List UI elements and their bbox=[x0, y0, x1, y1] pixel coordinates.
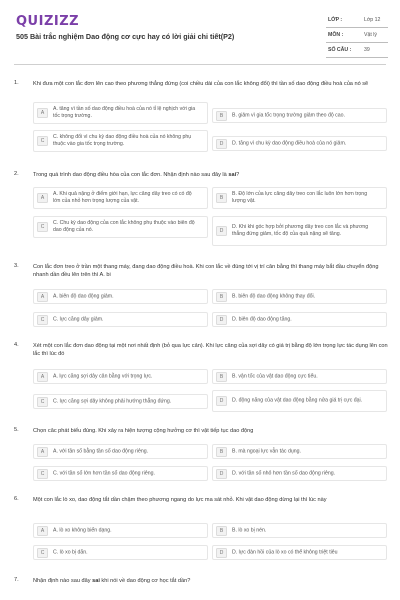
option-a[interactable] bbox=[33, 187, 208, 209]
option-c[interactable] bbox=[33, 130, 208, 152]
option-letter: B bbox=[216, 111, 227, 121]
option-c[interactable] bbox=[33, 545, 208, 560]
option-a[interactable] bbox=[33, 289, 208, 304]
option-letter: A bbox=[37, 447, 48, 457]
option-letter: B bbox=[216, 526, 227, 536]
option-letter: D bbox=[216, 315, 227, 325]
meta-value: Lớp 12 bbox=[364, 17, 381, 23]
option-text: B. giảm vì gia tốc trọng trường giảm theo độ cao. bbox=[232, 112, 345, 118]
question-number: 5. bbox=[14, 427, 19, 433]
question-text: Xét một con lắc đơn dao động tại một nơi nhất định (bỏ qua lực cản). Khi lực căng của sợi dây có giá trị bằng độ lớn trọng lực tác dụng lên con lắc thì lúc đó bbox=[33, 343, 388, 357]
option-letter: C bbox=[37, 315, 48, 325]
option-letter: A bbox=[37, 292, 48, 302]
option-text: D. lực đàn hồi của lò xo có thể không triệt tiêu bbox=[232, 549, 338, 555]
option-letter: A bbox=[37, 193, 48, 203]
option-d[interactable] bbox=[212, 545, 387, 560]
header-divider bbox=[14, 64, 386, 65]
option-text: C. Chu kỳ dao động của con lắc không phụ thuộc vào biên độ dao động của nó. bbox=[53, 220, 195, 233]
option-letter: C bbox=[37, 136, 48, 146]
question-text: Một con lắc lò xo, dao động tắt dần chậm theo phương ngang do lực ma sát nhỏ. Khi vật dao động dừng lại thì lúc này bbox=[33, 497, 327, 503]
option-text: A. với tần số bằng tần số dao động riêng. bbox=[53, 448, 149, 454]
option-b[interactable] bbox=[212, 444, 387, 459]
option-text: C. không đổi vì chu kỳ dao động điều hoà của nó không phụ thuộc vào gia tốc trọng trường. bbox=[53, 134, 192, 147]
meta-value: 39 bbox=[364, 47, 370, 53]
meta-label: SỐ CÂU : bbox=[328, 47, 352, 53]
question-text-part: khi nói về dao động cơ học tắt dần? bbox=[99, 578, 191, 584]
option-letter: D bbox=[216, 396, 227, 406]
quizizz-logo: QUIZIZZ bbox=[16, 14, 80, 29]
option-d[interactable] bbox=[212, 312, 387, 327]
question-text: Chọn câc phát biểu đúng. Khi xảy ra hiện tượng cộng hưởng cơ thì vật tiếp tục dao động bbox=[33, 428, 254, 434]
question-text: Con lắc đơn treo ở trần một thang máy, đang dao động điều hoà. Khi con lắc về đúng tới vị trí cân bằng thì thang máy bắt đầu chuyển động nhanh dần đều lên trên thì A. bi bbox=[33, 264, 379, 278]
option-c[interactable] bbox=[33, 312, 208, 327]
option-text: A. lực căng sợi dây cân bằng với trọng lực. bbox=[53, 373, 153, 379]
option-b[interactable] bbox=[212, 108, 387, 123]
option-a[interactable] bbox=[33, 444, 208, 459]
option-text: C. lực căng dây giảm. bbox=[53, 316, 104, 322]
meta-table bbox=[326, 13, 388, 58]
question-text-part: Nhận định nào sau đây bbox=[33, 578, 93, 584]
meta-value: Vật lý bbox=[364, 32, 377, 38]
option-letter: D bbox=[216, 469, 227, 479]
option-text: B. Độ lớn của lực căng dây treo con lắc luôn lớn hơn trọng lượng vật. bbox=[232, 191, 368, 204]
question-text-emphasis: sai bbox=[228, 172, 237, 178]
question-number: 2. bbox=[14, 171, 19, 177]
option-text: C. lò xo bị dãn. bbox=[53, 549, 88, 555]
option-b[interactable] bbox=[212, 187, 387, 209]
option-b[interactable] bbox=[212, 289, 387, 304]
question-text-part: ? bbox=[236, 172, 240, 178]
option-text: D. tăng vì chu kỳ dao động điều hoà của nó giảm. bbox=[232, 140, 347, 146]
option-text: D. Khi khi góc hợp bởi phương dây treo con lắc và phương thẳng đứng giảm, tốc độ của quả nặng sẽ tăng. bbox=[232, 224, 369, 237]
option-b[interactable] bbox=[212, 523, 387, 538]
question-number: 4. bbox=[14, 342, 19, 348]
question-text-emphasis: sai bbox=[92, 578, 100, 584]
option-letter: D bbox=[216, 548, 227, 558]
question-text bbox=[33, 577, 388, 585]
option-text: B. mà ngoại lực vẫn tác dụng. bbox=[232, 448, 301, 454]
option-b[interactable] bbox=[212, 369, 387, 384]
question-number: 3. bbox=[14, 263, 19, 269]
option-text: C. lực căng sợi dây không phải hướng thẳng đứng. bbox=[53, 398, 172, 404]
option-text: B. lò xo bị nén. bbox=[232, 527, 267, 533]
option-letter: C bbox=[37, 469, 48, 479]
meta-label: LỚP : bbox=[328, 17, 343, 23]
question-number: 6. bbox=[14, 496, 19, 502]
option-d[interactable] bbox=[212, 216, 387, 246]
option-text: C. với tần số lớn hơn tần số dao động riêng. bbox=[53, 470, 155, 476]
option-a[interactable] bbox=[33, 369, 208, 384]
option-letter: C bbox=[37, 548, 48, 558]
meta-row-count bbox=[326, 43, 388, 58]
option-letter: B bbox=[216, 372, 227, 382]
question-text: Khi đưa một con lắc đơn lên cao theo phương thẳng đứng (coi chiều dài của con lắc không đổi) thì tần số dao động điều hoà của nó sẽ bbox=[33, 81, 369, 87]
option-c[interactable] bbox=[33, 394, 208, 409]
option-letter: C bbox=[37, 397, 48, 407]
option-text: A. lò xo không biến dạng. bbox=[53, 527, 112, 533]
option-letter: A bbox=[37, 108, 48, 118]
option-text: A. tăng vì tần số dao động điều hoà của nó tỉ lệ nghịch với gia tốc trọng trường. bbox=[53, 106, 196, 119]
option-d[interactable] bbox=[212, 466, 387, 481]
option-text: A. biên độ dao động giảm. bbox=[53, 293, 114, 299]
option-d[interactable] bbox=[212, 136, 387, 151]
question-number: 1. bbox=[14, 80, 19, 86]
option-text: B. vận tốc của vật dao động cực tiểu. bbox=[232, 373, 318, 379]
meta-label: MÔN : bbox=[328, 32, 344, 38]
option-c[interactable] bbox=[33, 216, 208, 238]
option-d[interactable] bbox=[212, 390, 387, 412]
option-text: D. với tần số nhỏ hơn tần số dao động riêng. bbox=[232, 470, 336, 476]
option-text: D. động năng của vật dao động bằng nửa giá trị cực đại. bbox=[232, 397, 363, 404]
document-title: 505 Bài trắc nghiệm Dao động cơ cực hay có lời giải chi tiết(P2) bbox=[16, 32, 235, 41]
option-a[interactable] bbox=[33, 523, 208, 538]
question-number: 7. bbox=[14, 577, 19, 583]
option-a[interactable] bbox=[33, 102, 208, 124]
option-letter: A bbox=[37, 372, 48, 382]
option-letter: B bbox=[216, 193, 227, 203]
option-text: A. Khi quả nặng ở điểm giới hạn, lực căng dây treo có có độ lớn của nhỏ hơn trọng lượng của vật. bbox=[53, 191, 192, 204]
option-text: D. biên độ dao động tăng. bbox=[232, 316, 292, 322]
question-text-part: Trong quá trình dao động điều hòa của con lắc đơn. Nhận định nào sau đây là bbox=[33, 172, 229, 178]
option-text: B. biên độ dao động không thay đổi. bbox=[232, 293, 316, 299]
meta-row-subject bbox=[326, 28, 388, 43]
meta-row-class bbox=[326, 13, 388, 28]
option-letter: D bbox=[216, 139, 227, 149]
option-c[interactable] bbox=[33, 466, 208, 481]
option-letter: D bbox=[216, 226, 227, 236]
option-letter: C bbox=[37, 222, 48, 232]
header bbox=[0, 0, 400, 66]
question-text bbox=[33, 171, 388, 179]
option-letter: B bbox=[216, 447, 227, 457]
option-letter: A bbox=[37, 526, 48, 536]
option-letter: B bbox=[216, 292, 227, 302]
